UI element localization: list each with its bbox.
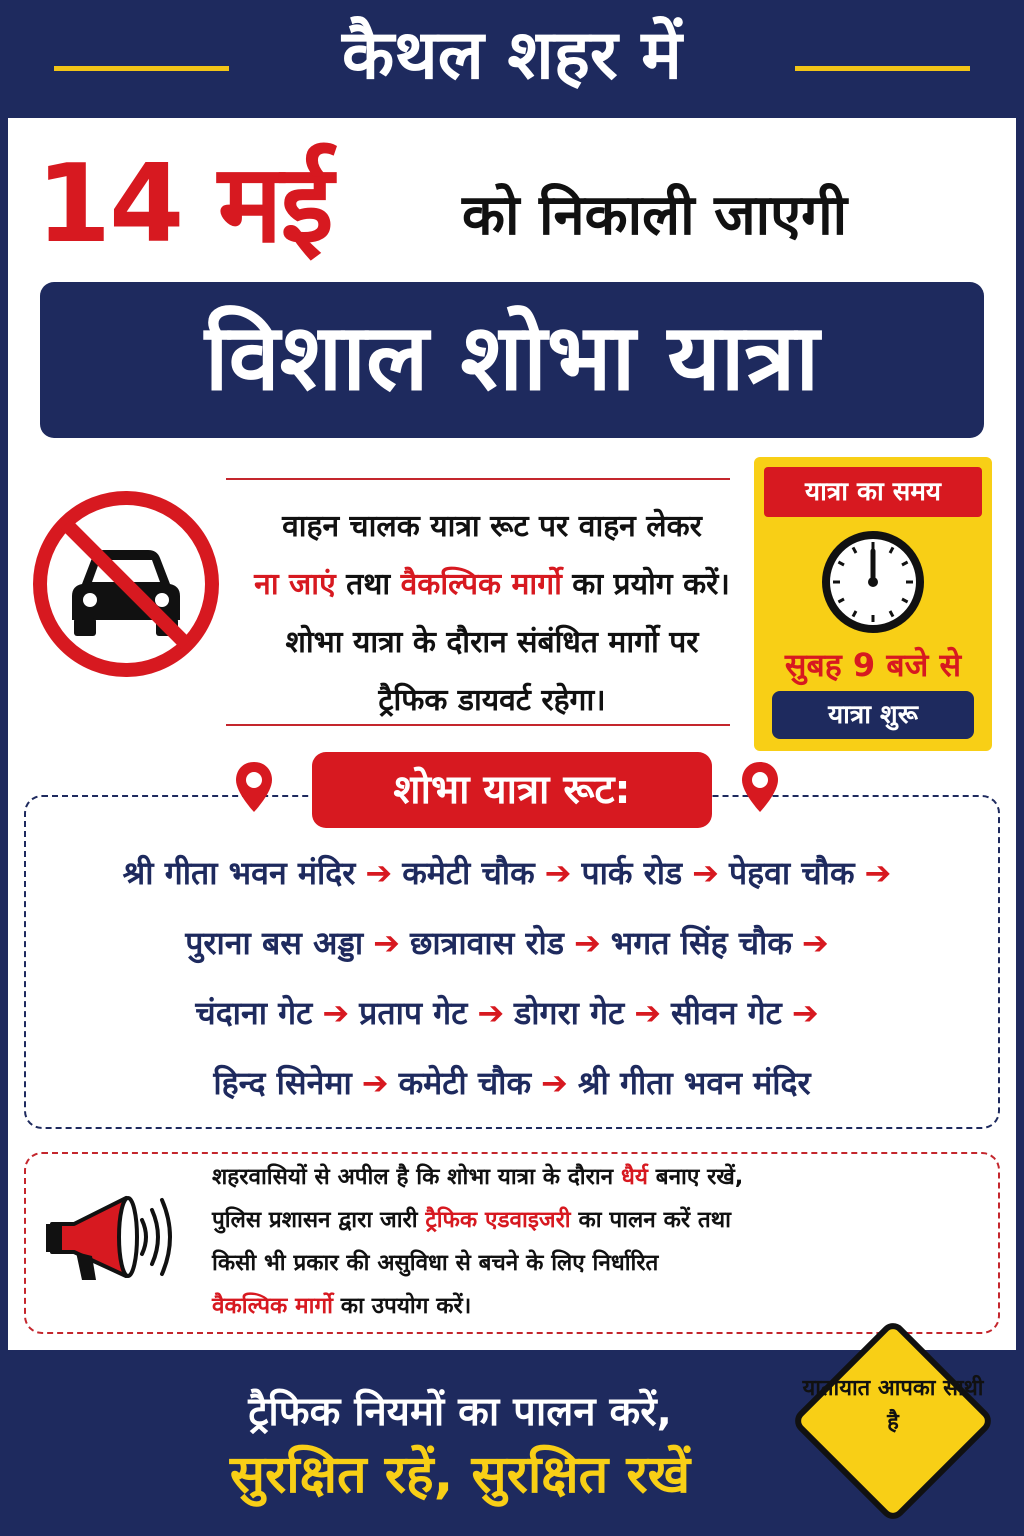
appeal-line-1 — [212, 1156, 992, 1199]
route-stop: छात्रावास रोड — [409, 924, 564, 962]
location-pin-icon — [234, 760, 274, 814]
event-title-banner — [40, 282, 984, 438]
route-stop: पुराना बस अड्डा — [185, 924, 364, 962]
megaphone-icon — [40, 1180, 180, 1300]
route-stop: कमेटी चौक — [398, 1064, 532, 1102]
arrow-icon: ➔ — [544, 854, 572, 892]
notice-line-1: वाहन चालक यात्रा रूट पर वाहन लेकर — [282, 509, 702, 544]
route-stop: सीवन गेट — [671, 994, 782, 1032]
notice-dont-go: ना जाएं — [254, 567, 336, 602]
route-stop: भगत सिंह चौक — [610, 924, 792, 962]
timing-box — [754, 457, 992, 751]
footer-slogan: सुरक्षित रहें, सुरक्षित रखें — [229, 1445, 691, 1505]
city-line: कैथल शहर में — [342, 16, 682, 95]
appeal-text: का उपयोग करें। — [332, 1293, 472, 1319]
appeal-text: पुलिस प्रशासन द्वारा जारी — [212, 1207, 426, 1233]
route-row-1 — [24, 848, 1000, 898]
arrow-icon: ➔ — [692, 854, 719, 892]
event-date: 14 मई — [36, 142, 332, 267]
route-heading: शोभा यात्रा रूट: — [312, 752, 712, 828]
route-row-2 — [24, 918, 1000, 968]
arrow-icon: ➔ — [634, 994, 662, 1032]
appeal-text: का पालन करें तथा — [570, 1207, 731, 1233]
appeal-highlight: ट्रैफिक एडवाइजरी — [425, 1207, 571, 1233]
appeal-text: शहरवासियों से अपील है कि शोभा यात्रा के दौरान — [212, 1164, 621, 1190]
arrow-icon: ➔ — [365, 854, 393, 892]
timing-heading: यात्रा का समय — [764, 467, 982, 517]
route-stop: हिन्द सिनेमा — [213, 1064, 352, 1102]
route-row-4 — [24, 1058, 1000, 1108]
appeal-line-3: किसी भी प्रकार की असुविधा से बचने के लिए निर्धारित — [212, 1250, 659, 1276]
event-title: विशाल शोभा यात्रा — [204, 304, 820, 411]
route-stop: पार्क रोड — [581, 854, 683, 892]
arrow-icon: ➔ — [361, 1064, 389, 1102]
divider-top — [226, 478, 730, 480]
arrow-icon: ➔ — [573, 924, 601, 962]
arrow-icon: ➔ — [864, 854, 892, 892]
route-stop: पेहवा चौक — [728, 854, 855, 892]
route-row-3 — [24, 988, 1000, 1038]
route-stop: कमेटी चौक — [402, 854, 535, 892]
public-appeal — [212, 1156, 992, 1328]
appeal-highlight: वैकल्पिक मार्गो — [212, 1293, 333, 1319]
route-stop: श्री गीता भवन मंदिर — [122, 854, 356, 892]
notice-alt-routes: वैकल्पिक मार्गो — [400, 567, 562, 602]
arrow-icon: ➔ — [477, 994, 505, 1032]
route-stop: प्रताप गेट — [359, 994, 468, 1032]
arrow-icon: ➔ — [322, 994, 350, 1032]
notice-use: का प्रयोग करें। — [561, 567, 730, 602]
arrow-icon: ➔ — [541, 1064, 568, 1102]
route-stop: चंदाना गेट — [195, 994, 313, 1032]
location-pin-icon — [740, 760, 780, 814]
arrow-icon: ➔ — [373, 924, 400, 962]
notice-line-2 — [230, 556, 754, 614]
footer-rule-line: ट्रैफिक नियमों का पालन करें, — [248, 1389, 672, 1435]
route-stop: डोगरा गेट — [514, 994, 625, 1032]
route-stop: श्री गीता भवन मंदिर — [577, 1064, 811, 1102]
sign-text: यातायात आपका साथी है — [802, 1376, 984, 1435]
notice-line-3: शोभा यात्रा के दौरान संबंधित मार्गो पर — [285, 625, 699, 660]
appeal-text: बनाए रखें, — [647, 1164, 744, 1190]
yatra-start-label: यात्रा शुरू — [772, 691, 974, 739]
start-time: सुबह 9 बजे से — [784, 646, 962, 684]
notice-and: तथा — [335, 567, 401, 602]
appeal-highlight: धैर्य — [621, 1164, 648, 1190]
arrow-icon: ➔ — [791, 994, 819, 1032]
appeal-line-2 — [212, 1199, 992, 1242]
no-car-icon — [30, 488, 222, 680]
arrow-icon: ➔ — [801, 924, 829, 962]
traffic-notice — [230, 498, 754, 730]
clock-icon — [820, 529, 926, 635]
date-suffix: को निकाली जाएगी — [462, 183, 848, 248]
notice-line-4: ट्रैफिक डायवर्ट रहेगा। — [378, 683, 606, 718]
